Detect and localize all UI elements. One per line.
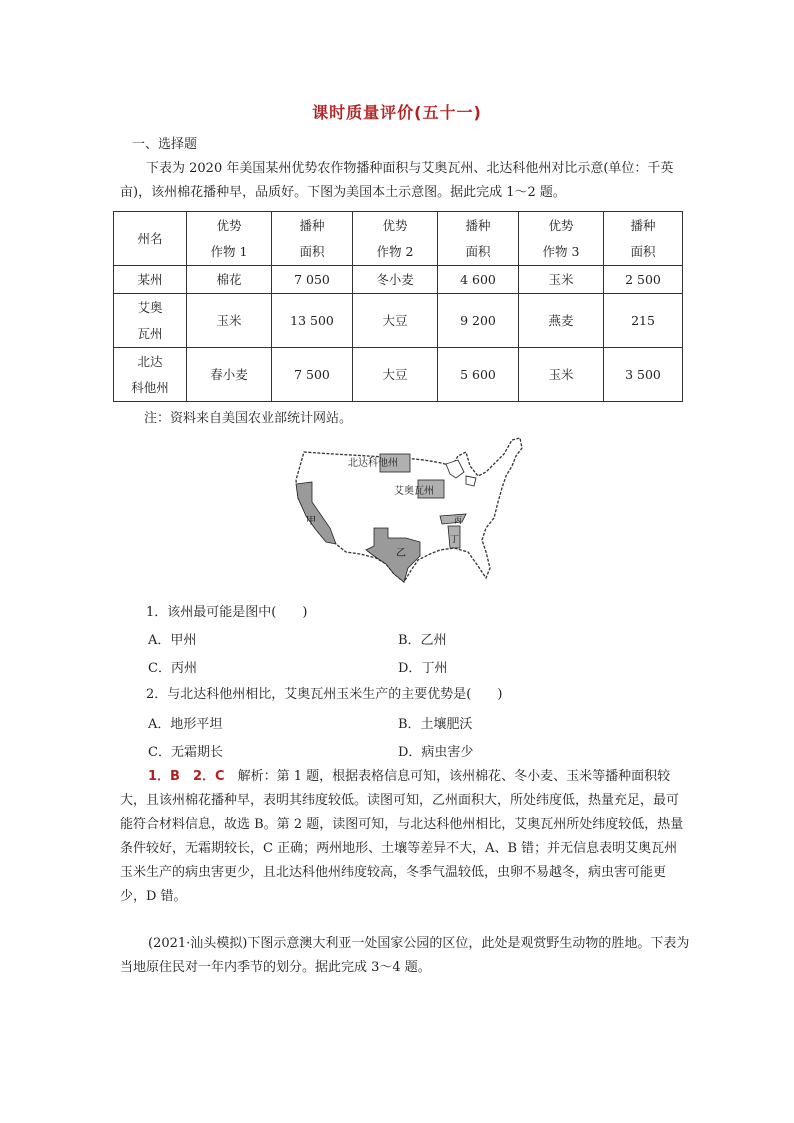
table-cell: 9 200 xyxy=(438,294,519,348)
table-cell: 13 500 xyxy=(272,294,353,348)
table-cell: 3 500 xyxy=(604,348,683,402)
table-header-row xyxy=(114,212,683,266)
map-label-north-dakota: 北达科他州 xyxy=(348,458,398,469)
header-cell: 州名 xyxy=(114,212,187,266)
table-cell: 2 500 xyxy=(604,266,683,294)
table-cell: 玉米 xyxy=(519,348,604,402)
header-cell: 播种 面积 xyxy=(272,212,353,266)
table-cell: 艾奥 瓦州 xyxy=(114,294,187,348)
q1-option-d[interactable]: D．丁州 xyxy=(398,661,448,676)
table-row xyxy=(114,294,683,348)
map-label-yi: 乙 xyxy=(396,548,406,559)
table-cell: 春小麦 xyxy=(187,348,272,402)
table-cell: 棉花 xyxy=(187,266,272,294)
q1-option-a[interactable]: A．甲州 xyxy=(148,633,197,648)
table-cell: 某州 xyxy=(114,266,187,294)
q1-option-b[interactable]: B．乙州 xyxy=(398,633,447,648)
next-question-intro: (2021·汕头模拟)下图示意澳大利亚一处国家公园的区位，此处是观赏野生动物的胜地。下表为当地原住民对一年内季节的划分。据此完成 3～4 题。 xyxy=(120,936,690,975)
us-map xyxy=(290,432,530,592)
map-label-jia: 甲 xyxy=(306,516,316,527)
question-1-stem: 1．该州最可能是图中( ) xyxy=(146,605,308,620)
header-cell: 优势 作物 1 xyxy=(187,212,272,266)
table-cell: 5 600 xyxy=(438,348,519,402)
table-cell: 4 600 xyxy=(438,266,519,294)
table-cell: 大豆 xyxy=(353,348,438,402)
question-2-stem: 2．与北达科他州相比，艾奥瓦州玉米生产的主要优势是( ) xyxy=(146,687,503,702)
table-note: 注：资料来自美国农业部统计网站。 xyxy=(144,411,353,426)
header-cell: 优势 作物 2 xyxy=(353,212,438,266)
q2-option-d[interactable]: D．病虫害少 xyxy=(398,745,474,760)
q2-option-b[interactable]: B．土壤肥沃 xyxy=(398,717,473,732)
table-row xyxy=(114,266,683,294)
header-cell: 播种 面积 xyxy=(604,212,683,266)
page-title: 课时质量评价(五十一) xyxy=(312,103,482,122)
header-cell: 优势 作物 3 xyxy=(519,212,604,266)
table-cell: 大豆 xyxy=(353,294,438,348)
answer-explanation xyxy=(120,765,690,909)
crop-table xyxy=(113,211,683,402)
map-label-bing: 丙 xyxy=(454,516,462,525)
answer-text: 解析：第 1 题，根据表格信息可知，该州棉花、冬小麦、玉米等播种面积较大，且该州棉花播种早，表明其纬度较低。读图可知，乙州面积大，所处纬度低，热量充足，最可能符合材料信息，故选 B。第 2 题，读图可知，与北达科他州相比，艾奥瓦州所处纬度较低，热量条件较好，无霜期较长，C 正确；两州地形、土壤等差异不大，A、B 错；并无信息表明艾奥瓦州玉米生产的病虫害更少，且北达科他州纬度较高，冬季气温较低，虫卵不易越冬，病虫害可能更少，D 错。 xyxy=(120,769,684,904)
q2-option-c[interactable]: C．无霜期长 xyxy=(148,745,223,760)
section-heading: 一、选择题 xyxy=(132,137,198,152)
table-cell: 7 500 xyxy=(272,348,353,402)
table-cell: 燕麦 xyxy=(519,294,604,348)
header-cell: 播种 面积 xyxy=(438,212,519,266)
table-cell: 7 050 xyxy=(272,266,353,294)
table-cell: 玉米 xyxy=(519,266,604,294)
table-cell: 玉米 xyxy=(187,294,272,348)
table-cell: 215 xyxy=(604,294,683,348)
table-row xyxy=(114,348,683,402)
map-label-ding: 丁 xyxy=(450,535,460,545)
question-intro: 下表为 2020 年美国某州优势农作物播种面积与艾奥瓦州、北达科他州对比示意(单位：千英亩)，该州棉花播种早，品质好。下图为美国本土示意图。据此完成 1～2 题。 xyxy=(120,161,674,200)
answer-keys: 1．B 2．C xyxy=(148,769,225,784)
table-cell: 北达 科他州 xyxy=(114,348,187,402)
q1-option-c[interactable]: C．丙州 xyxy=(148,661,197,676)
map-label-iowa: 艾奥瓦州 xyxy=(394,486,434,497)
table-cell: 冬小麦 xyxy=(353,266,438,294)
q2-option-a[interactable]: A．地形平坦 xyxy=(148,717,223,732)
